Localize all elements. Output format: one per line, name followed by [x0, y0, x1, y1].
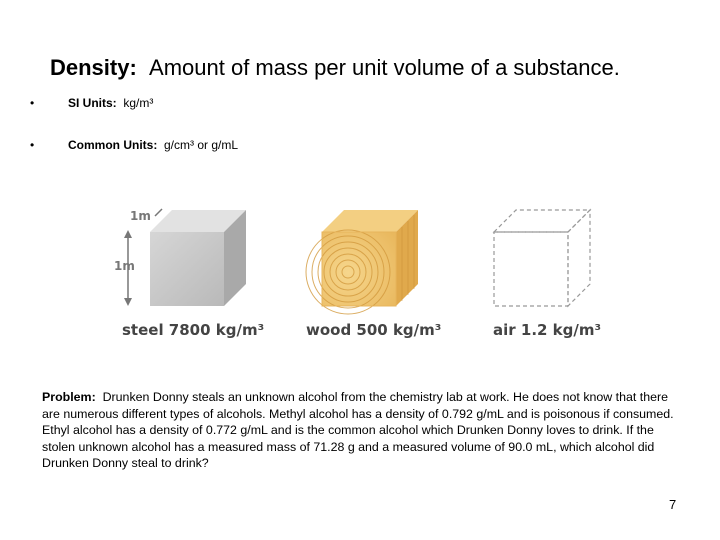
- title-definition: Amount of mass per unit volume of a substance.: [149, 55, 620, 80]
- bullet-value: kg/m³: [123, 96, 154, 110]
- air-cube: [494, 210, 590, 306]
- density-cubes-figure: [110, 200, 610, 350]
- bullet-common-units: [30, 138, 238, 152]
- steel-cube: [150, 210, 246, 306]
- dimension-width-mark: [130, 209, 162, 223]
- page-number: 7: [669, 497, 677, 512]
- width-label: 1m: [130, 209, 151, 223]
- bullet-label: Common Units:: [68, 138, 158, 152]
- air-label: air 1.2 kg/m³: [493, 321, 602, 339]
- bullet-dot: •: [30, 96, 35, 110]
- problem-text: Drunken Donny steals an unknown alcohol from the chemistry lab at work. He does not know that there are numerous different types of alcohols. Methyl alcohol has a density of 0.792 g/mL and is poisonous if consumed. Ethyl alcohol has a density of 0.772 g/mL and is the common alcohol which Drunken Donny loves to drink. If the stolen unknown alcohol has a measured mass of 71.28 g and a measured volume of 90.0 mL, which alcohol did Drunken Donny steal to drink?: [42, 390, 674, 470]
- bullet-value: g/cm³ or g/mL: [164, 138, 239, 152]
- steel-label: steel 7800 kg/m³: [122, 321, 265, 339]
- height-label: 1m: [114, 259, 135, 273]
- title-term: Density:: [50, 55, 137, 80]
- problem-label: Problem:: [42, 390, 96, 404]
- slide-title: [50, 55, 620, 81]
- bullet-si-units: [30, 96, 153, 110]
- cubes-illustration: [110, 200, 610, 350]
- wood-cube: [306, 210, 418, 314]
- wood-label: wood 500 kg/m³: [306, 321, 442, 339]
- bullet-label: SI Units:: [68, 96, 117, 110]
- problem-paragraph: [42, 389, 678, 472]
- bullet-dot: •: [30, 138, 35, 152]
- dimension-height-mark: [114, 230, 135, 306]
